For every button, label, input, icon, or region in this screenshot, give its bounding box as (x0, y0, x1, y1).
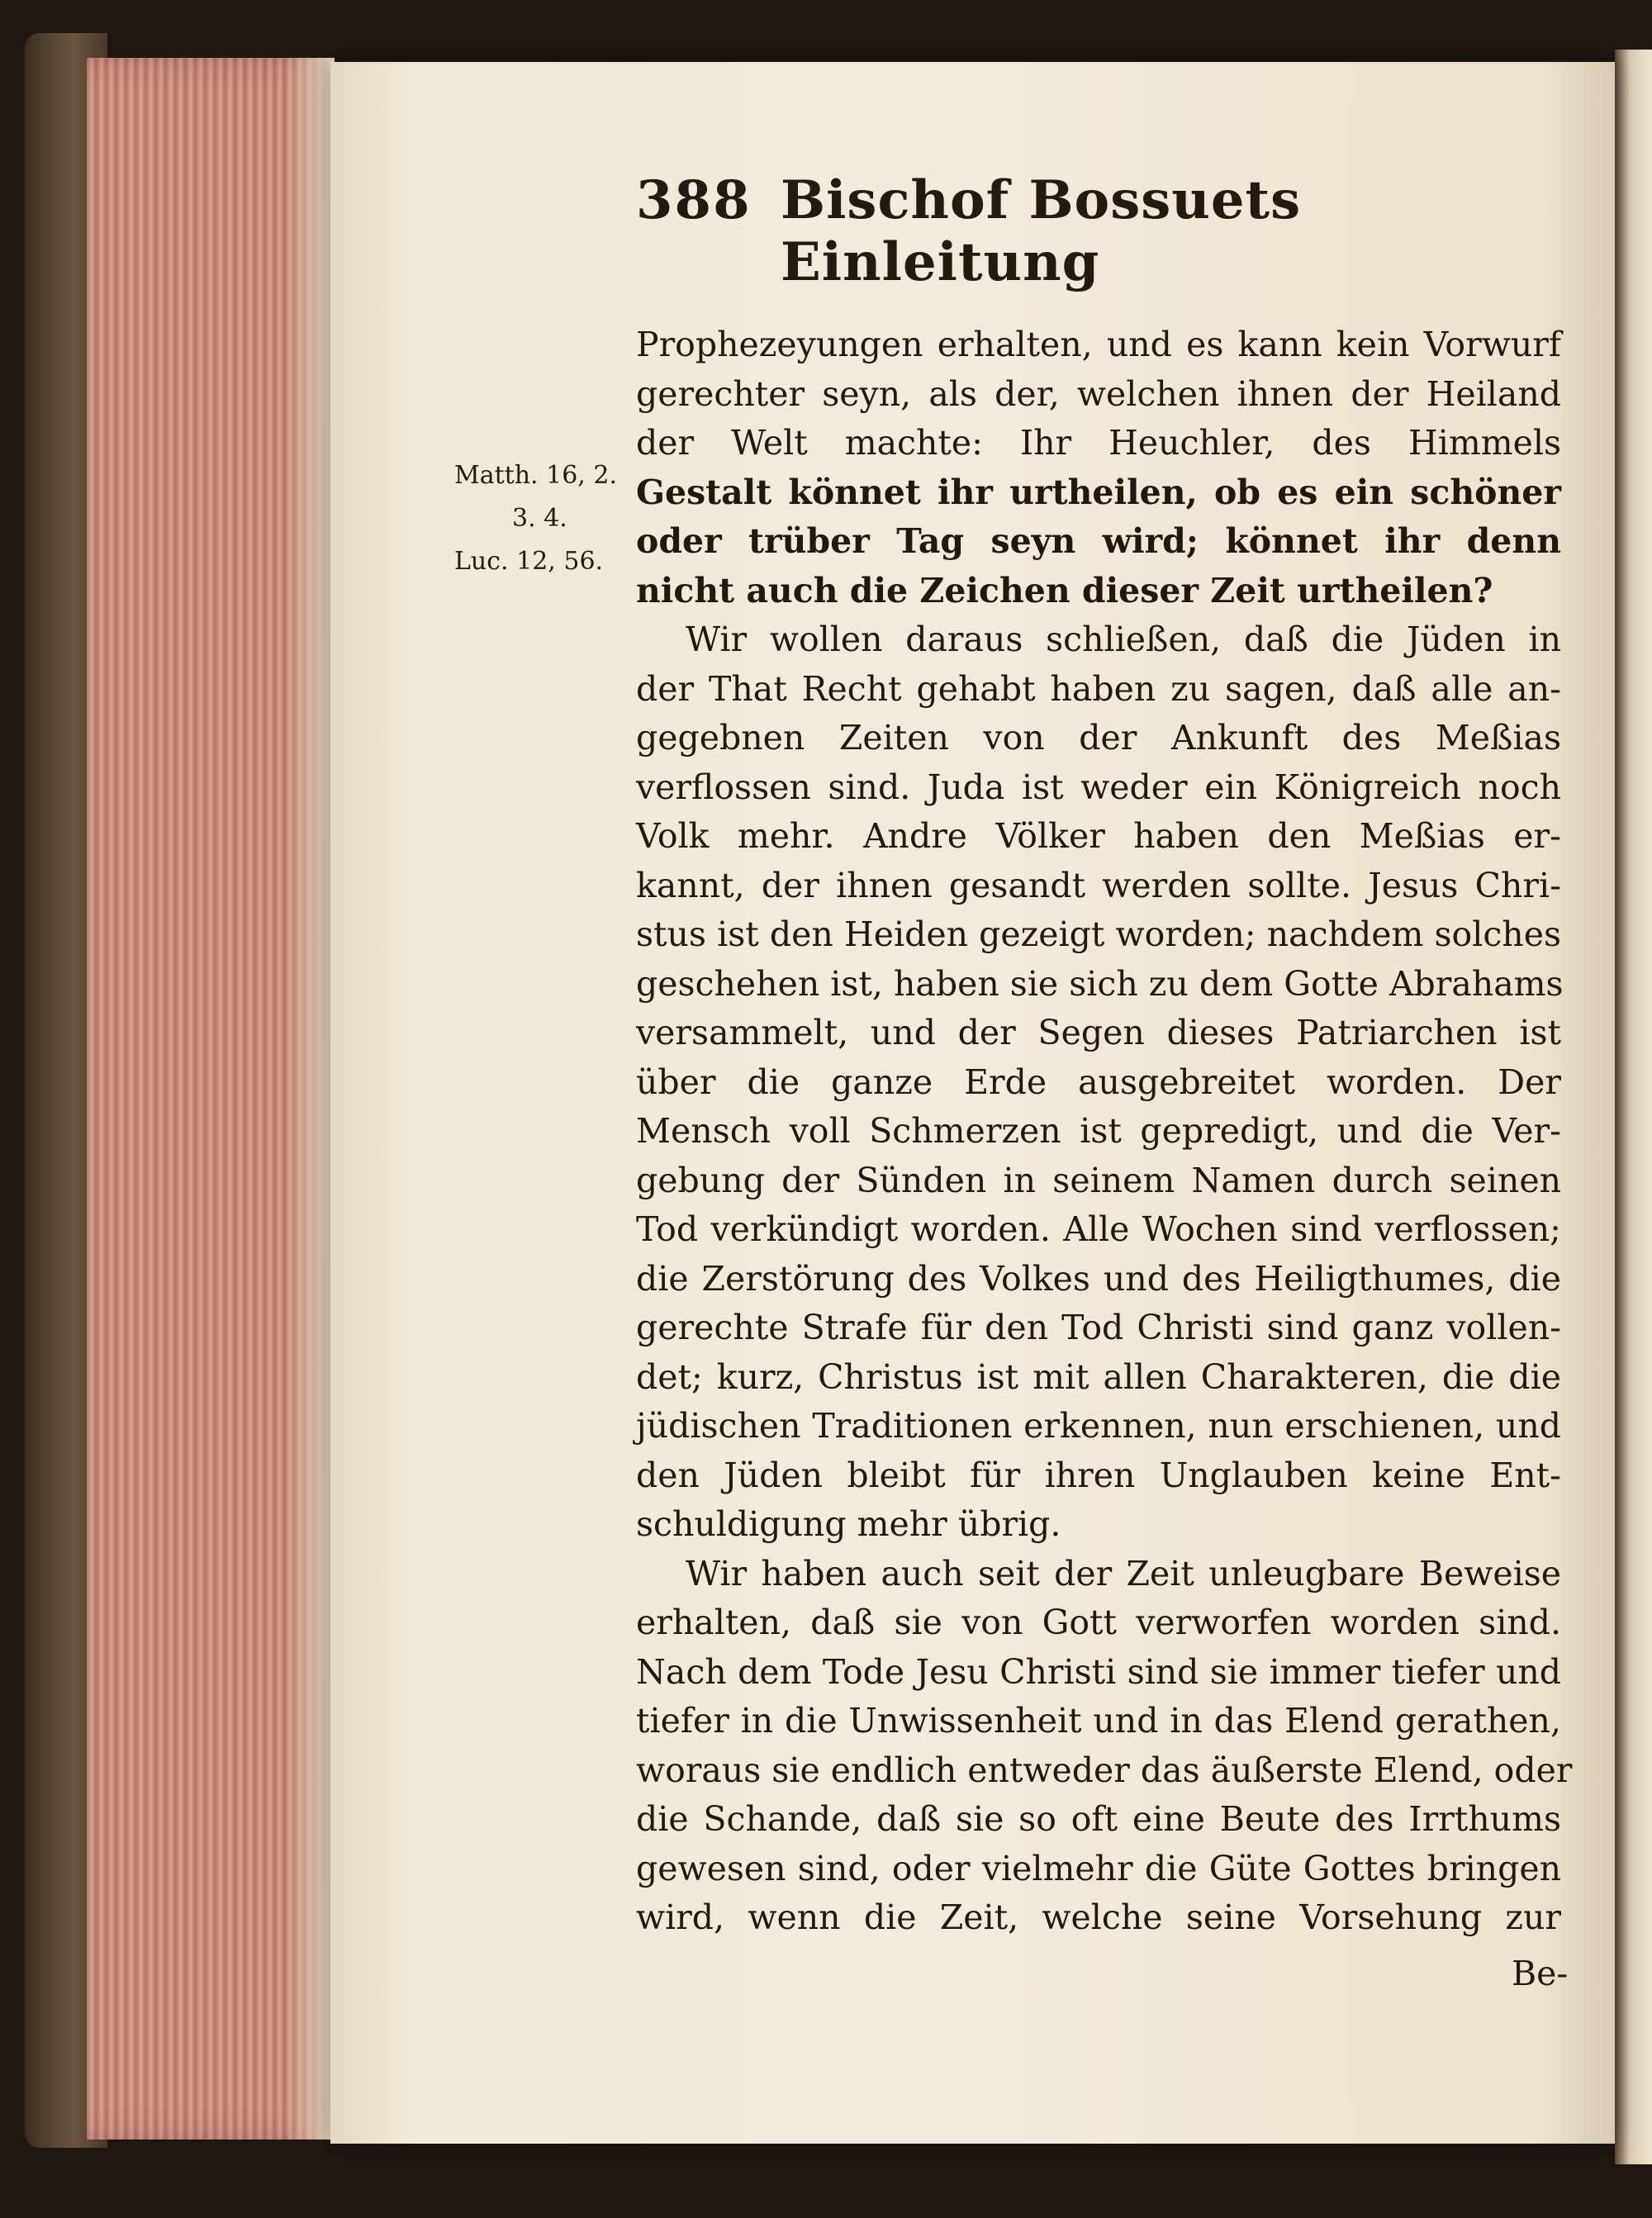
text-line: kannt, der ihnen gesandt werden sollte. Jesus Chri- (636, 865, 1561, 905)
page-number: 388 (636, 169, 752, 231)
text-line: Nach dem Tode Jesu Christi sind sie immer tiefer und (636, 1651, 1561, 1692)
text-line: wird, wenn die Zeit, welche seine Vorsehung zur (636, 1897, 1561, 1937)
text-line: gerechter seyn, als der, welchen ihnen der Heiland (636, 373, 1561, 414)
page-header (636, 169, 1586, 293)
text-line: Prophezeyungen erhalten, und es kann kein Vorwurf (636, 325, 1561, 364)
text-line: gebung der Sünden in seinem Namen durch seinen (636, 1160, 1561, 1200)
body-text (636, 321, 1573, 1943)
text-line: der Welt machte: Ihr Heuchler, des Himmels (636, 423, 1561, 463)
margin-note: Matth. 16, 2. (454, 461, 617, 490)
text-line: versammelt, und der Segen dieses Patriarchen ist (636, 1013, 1561, 1052)
margin-note: 3. 4. (512, 504, 567, 533)
page-edges (87, 58, 335, 2140)
facing-page-edge (1615, 50, 1652, 2164)
text-line: erhalten, daß sie von Gott verworfen worden sind. (636, 1603, 1561, 1642)
text-line: schuldigung mehr übrig. (636, 1504, 1061, 1544)
text-line: den Jüden bleibt für ihren Unglauben keine Ent- (636, 1455, 1561, 1495)
text-line: stus ist den Heiden gezeigt worden; nachdem solches (636, 914, 1561, 954)
catchword: Be- (1512, 1954, 1569, 1993)
text-line: Tod verkündigt worden. Alle Wochen sind verflossen; (636, 1209, 1561, 1249)
text-line: gerechte Strafe für den Tod Christi sind ganz vollen- (636, 1308, 1561, 1347)
running-title: Bischof Bossuets Einleitung (781, 169, 1302, 293)
text-line: geschehen ist, haben sie sich zu dem Gotte Abrahams (636, 963, 1564, 1004)
text-line: jüdischen Traditionen erkennen, nun erschienen, und (636, 1406, 1561, 1446)
text-line: Wir haben auch seit der Zeit unleugbare Beweise (686, 1553, 1561, 1593)
text-line: verflossen sind. Juda ist weder ein Königreich noch (636, 767, 1561, 807)
text-line: Mensch voll Schmerzen ist gepredigt, und die Ver- (636, 1111, 1561, 1151)
text-line: die Zerstörung des Volkes und des Heiligthumes, die (636, 1258, 1561, 1299)
text-line: Wir wollen daraus schließen, daß die Jüden in (686, 620, 1561, 659)
text-line: det; kurz, Christus ist mit allen Charakteren, die die (636, 1356, 1561, 1397)
text-line: oder trüber Tag seyn wird; könnet ihr denn (636, 521, 1561, 561)
text-line: nicht auch die Zeichen dieser Zeit urtheilen? (636, 570, 1493, 610)
text-line: tiefer in die Unwissenheit und in das Elend gerathen, (636, 1701, 1561, 1741)
text-line: Volk mehr. Andre Völker haben den Meßias er- (636, 816, 1561, 856)
text-line: der That Recht gehabt haben zu sagen, daß alle an- (636, 668, 1561, 709)
text-line: woraus sie endlich entweder das äußerste Elend, oder (636, 1750, 1573, 1790)
book-page (330, 62, 1615, 2144)
margin-note: Luc. 12, 56. (454, 547, 604, 576)
text-line: gegebnen Zeiten von der Ankunft des Meßias (636, 718, 1561, 758)
text-line: die Schande, daß sie so oft eine Beute des Irrthums (636, 1799, 1561, 1839)
text-line: gewesen sind, oder vielmehr die Güte Gottes bringen (636, 1848, 1561, 1888)
text-line: über die ganze Erde ausgebreitet worden. Der (636, 1062, 1561, 1102)
text-line: Gestalt könnet ihr urtheilen, ob es ein schöner (636, 472, 1561, 512)
